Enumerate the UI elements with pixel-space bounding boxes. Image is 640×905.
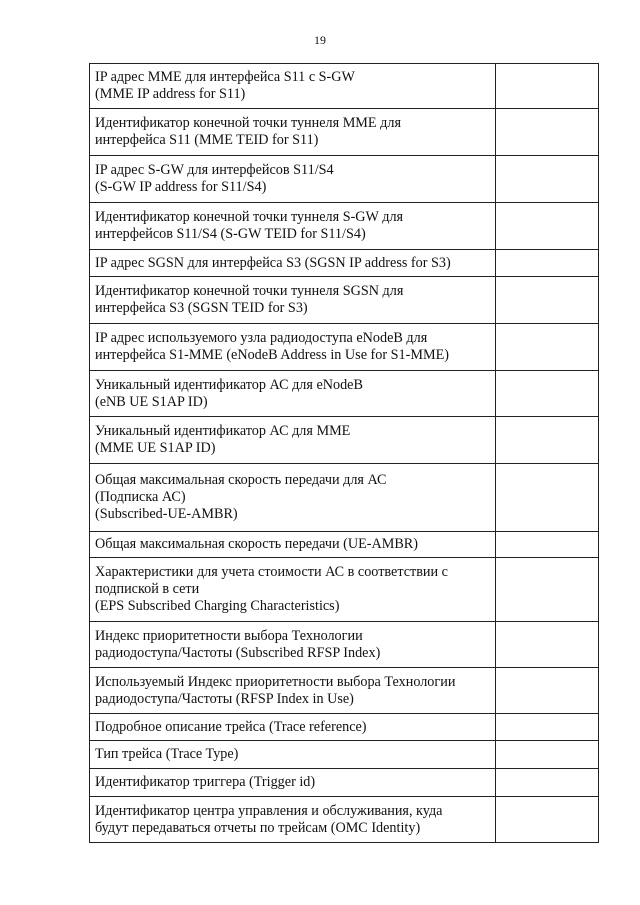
parameter-name-cell: Идентификатор конечной точки туннеля SGSN для интерфейса S3 (SGSN TEID for S3) (90, 277, 496, 324)
parameter-value-cell (496, 741, 599, 769)
parameter-value-cell (496, 797, 599, 843)
parameter-value-cell (496, 558, 599, 622)
parameter-value-cell (496, 277, 599, 324)
parameter-name-cell: Идентификатор центра управления и обслуживания, куда будут передаваться отчеты по трейсам (OMC Identity) (90, 797, 496, 843)
parameter-name-cell: Общая максимальная скорость передачи (UE-AMBR) (90, 532, 496, 558)
parameter-value-cell (496, 622, 599, 668)
parameter-name-cell: Уникальный идентификатор АС для MME (MME UE S1AP ID) (90, 417, 496, 464)
parameter-value-cell (496, 250, 599, 277)
parameter-value-cell (496, 109, 599, 156)
parameter-name-cell: IP адрес используемого узла радиодоступа eNodeB для интерфейса S1-MME (eNodeB Address in Use for S1-MME) (90, 324, 496, 371)
parameter-value-cell (496, 668, 599, 714)
parameter-value-cell (496, 532, 599, 558)
parameter-value-cell (496, 371, 599, 417)
table-row (90, 714, 599, 741)
parameter-name-cell: Характеристики для учета стоимости АС в соответствии с подпиской в сети (EPS Subscribed Charging Characteristics) (90, 558, 496, 622)
parameter-value-cell (496, 417, 599, 464)
table-row (90, 417, 599, 464)
parameter-value-cell (496, 324, 599, 371)
table-row (90, 797, 599, 843)
parameter-name-cell: Идентификатор конечной точки туннеля MME для интерфейса S11 (MME TEID for S11) (90, 109, 496, 156)
parameter-name-cell: Общая максимальная скорость передачи для АС (Подписка АС) (Subscribed-UE-AMBR) (90, 464, 496, 532)
table-row (90, 64, 599, 109)
parameter-value-cell (496, 769, 599, 797)
table-row (90, 558, 599, 622)
table-row (90, 622, 599, 668)
table-row (90, 371, 599, 417)
parameter-name-cell: IP адрес S-GW для интерфейсов S11/S4 (S-GW IP address for S11/S4) (90, 156, 496, 203)
parameter-name-cell: Тип трейса (Trace Type) (90, 741, 496, 769)
page-number: 19 (314, 33, 326, 47)
table-row (90, 464, 599, 532)
parameter-name-cell: IP адрес SGSN для интерфейса S3 (SGSN IP address for S3) (90, 250, 496, 277)
table-row (90, 769, 599, 797)
parameters-table (89, 63, 599, 843)
table-row (90, 203, 599, 250)
parameter-name-cell: Индекс приоритетности выбора Технологии радиодоступа/Частоты (Subscribed RFSP Index) (90, 622, 496, 668)
table-row (90, 250, 599, 277)
parameter-name-cell: Уникальный идентификатор АС для eNodeB (eNB UE S1AP ID) (90, 371, 496, 417)
parameter-name-cell: Идентификатор конечной точки туннеля S-GW для интерфейсов S11/S4 (S-GW TEID for S11/S4) (90, 203, 496, 250)
parameter-value-cell (496, 714, 599, 741)
table-row (90, 109, 599, 156)
parameter-value-cell (496, 64, 599, 109)
parameter-name-cell: Подробное описание трейса (Trace reference) (90, 714, 496, 741)
parameter-value-cell (496, 464, 599, 532)
parameter-name-cell: Идентификатор триггера (Trigger id) (90, 769, 496, 797)
parameter-value-cell (496, 203, 599, 250)
table-row (90, 532, 599, 558)
parameter-name-cell: Используемый Индекс приоритетности выбора Технологии радиодоступа/Частоты (RFSP Index in Use) (90, 668, 496, 714)
parameter-name-cell: IP адрес MME для интерфейса S11 с S-GW (MME IP address for S11) (90, 64, 496, 109)
table-row (90, 156, 599, 203)
table-row (90, 668, 599, 714)
table-row (90, 324, 599, 371)
table-row (90, 741, 599, 769)
table-body (90, 64, 599, 843)
parameter-value-cell (496, 156, 599, 203)
table-row (90, 277, 599, 324)
